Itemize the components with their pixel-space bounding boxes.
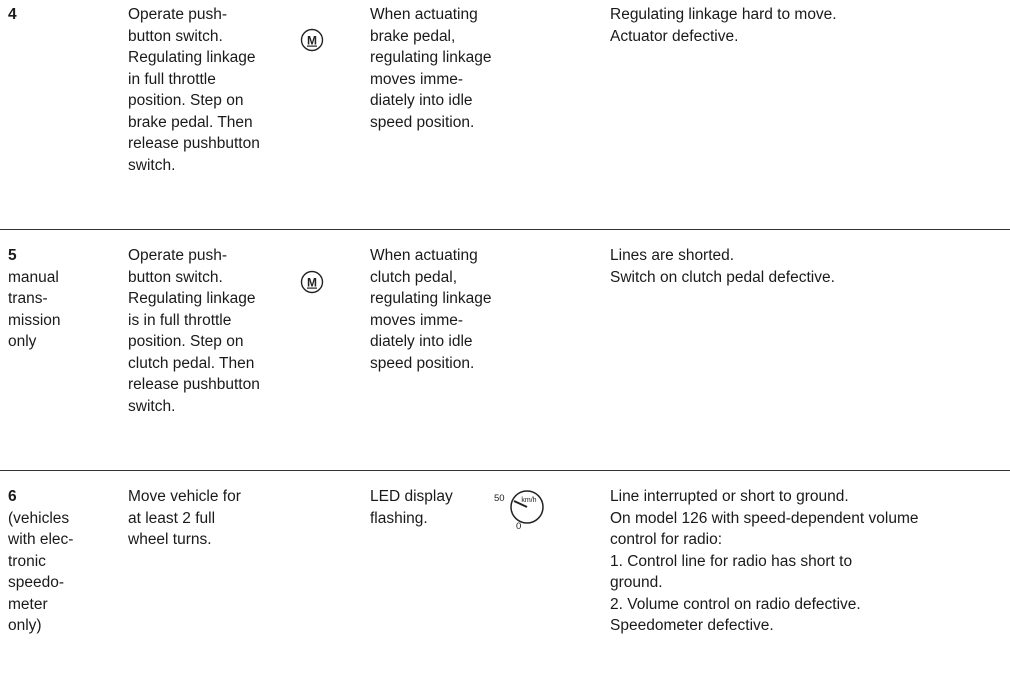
cause-cell — [610, 245, 1005, 288]
action-line: clutch pedal. Then — [128, 354, 255, 372]
speedometer-icon — [492, 486, 552, 530]
result-line: When actuating — [370, 247, 478, 264]
action-line: Operate push- — [128, 6, 228, 23]
result-line: moves imme- — [370, 70, 464, 88]
speedometer-unit: km/h — [521, 497, 537, 504]
action-line: is in full throttle — [128, 311, 232, 329]
action-line: at least 2 full — [128, 509, 216, 527]
result-cell — [370, 4, 570, 133]
step-cell — [8, 245, 112, 353]
step-note-line: trans- — [8, 290, 48, 307]
result-line: LED display — [370, 488, 453, 505]
result-line: flashing. — [370, 509, 428, 527]
step-note-line: only — [8, 333, 37, 350]
step-note-line: speedo- — [8, 574, 65, 591]
cause-line: Switch on clutch pedal defective. — [610, 268, 835, 286]
cause-line: On model 126 with speed-dependent volume — [610, 509, 919, 527]
speedometer-label-0: 0 — [516, 521, 522, 530]
action-line: position. Step on — [128, 92, 244, 109]
action-line: switch. — [128, 156, 176, 174]
result-line: brake pedal, — [370, 27, 456, 45]
action-line: release pushbutton — [128, 135, 260, 152]
step-note-line: mission — [8, 311, 61, 329]
action-line: button switch. — [128, 268, 223, 286]
cause-line: 2. Volume control on radio defective. — [610, 595, 861, 613]
action-line: in full throttle — [128, 70, 216, 88]
result-line: diately into idle — [370, 333, 473, 350]
pushbutton-switch-icon — [300, 28, 324, 52]
cause-line: Line interrupted or short to ground. — [610, 488, 849, 505]
step-note-line: (vehicles — [8, 509, 70, 527]
action-line: position. Step on — [128, 333, 244, 350]
cause-line: 1. Control line for radio has short to — [610, 552, 853, 570]
result-line: moves imme- — [370, 311, 464, 329]
result-line: speed position. — [370, 354, 475, 372]
result-line: regulating linkage — [370, 290, 492, 307]
pushbutton-switch-icon — [300, 270, 324, 294]
step-note-line: with elec- — [8, 531, 74, 548]
action-cell — [128, 486, 308, 551]
step-note-line: tronic — [8, 552, 46, 570]
result-cell — [370, 486, 490, 529]
step-cell — [8, 4, 112, 26]
action-line: brake pedal. Then — [128, 113, 253, 131]
action-cell — [128, 4, 308, 176]
step-note-line: manual — [8, 268, 59, 286]
result-cell — [370, 245, 570, 374]
action-cell — [128, 245, 308, 417]
cause-line: Speedometer defective. — [610, 617, 774, 634]
result-line: diately into idle — [370, 92, 473, 109]
step-number: 5 — [8, 247, 17, 264]
result-line: regulating linkage — [370, 49, 492, 66]
action-line: wheel turns. — [128, 531, 212, 548]
action-line: release pushbutton — [128, 376, 260, 393]
cause-cell — [610, 4, 1005, 47]
step-note-line: only) — [8, 617, 42, 634]
action-line: Regulating linkage — [128, 290, 256, 307]
step-number: 6 — [8, 488, 17, 505]
row-divider — [0, 229, 1010, 230]
pushbutton-switch-label: M — [307, 275, 317, 290]
action-line: Operate push- — [128, 247, 228, 264]
cause-line: ground. — [610, 574, 663, 591]
step-note-line: meter — [8, 595, 48, 613]
result-line: speed position. — [370, 113, 475, 131]
step-number: 4 — [8, 6, 17, 23]
cause-line: Actuator defective. — [610, 27, 739, 45]
cause-line: Lines are shorted. — [610, 247, 735, 264]
result-line: clutch pedal, — [370, 268, 458, 286]
cause-cell — [610, 486, 1005, 637]
action-line: switch. — [128, 397, 176, 415]
cause-line: Regulating linkage hard to move. — [610, 6, 837, 23]
step-cell — [8, 486, 112, 637]
row-divider — [0, 470, 1010, 471]
action-line: button switch. — [128, 27, 223, 45]
speedometer-label-50: 50 — [494, 493, 505, 504]
action-line: Regulating linkage — [128, 49, 256, 66]
pushbutton-switch-label: M — [307, 33, 317, 48]
result-line: When actuating — [370, 6, 478, 23]
cause-line: control for radio: — [610, 531, 722, 548]
action-line: Move vehicle for — [128, 488, 241, 505]
